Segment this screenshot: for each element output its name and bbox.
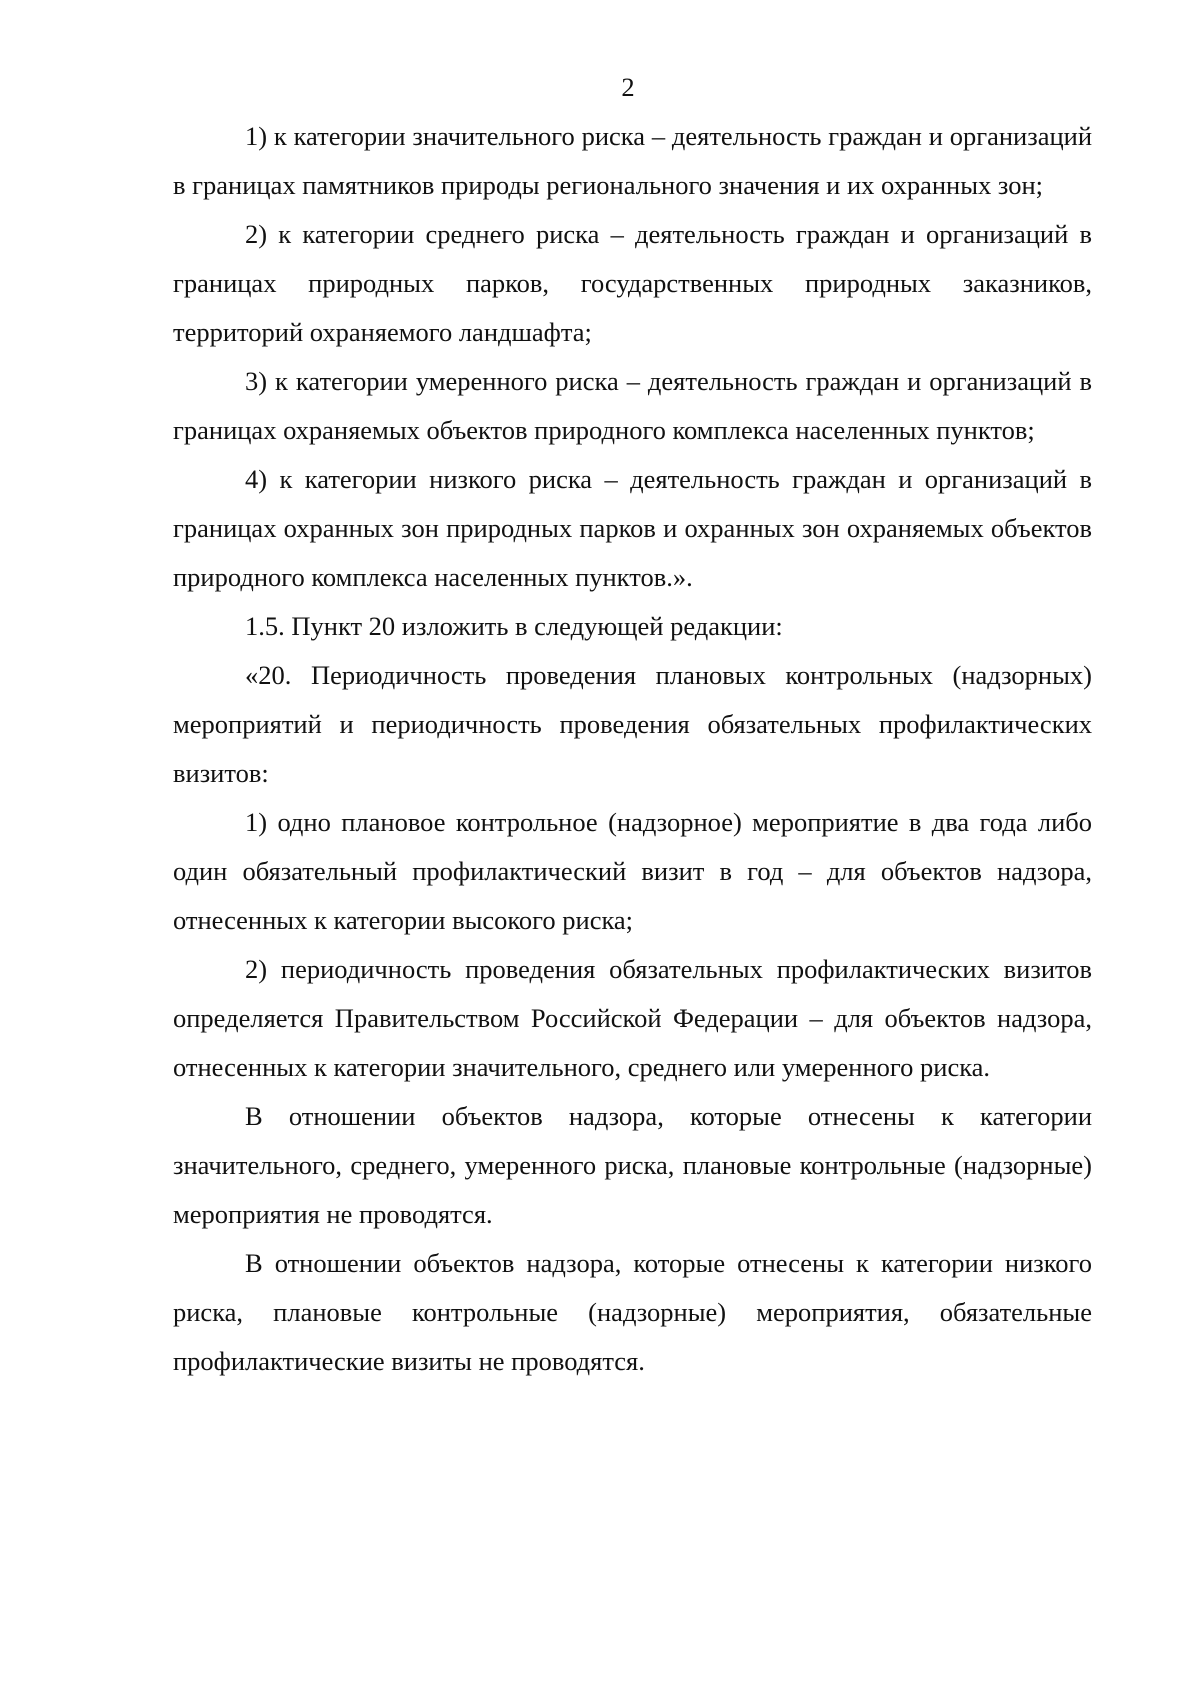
paragraph-risk-low: 4) к категории низкого риска – деятельность граждан и организаций в границах охранных зон природных парков и охранных зон охраняемых объектов природного комплекса населенных пунктов.».: [173, 464, 1092, 592]
paragraph-risk-significant: 1) к категории значительного риска – деятельность граждан и организаций в границах памятников природы регионального значения и их охранных зон;: [173, 121, 1092, 200]
paragraph-risk-moderate: 3) к категории умеренного риска – деятельность граждан и организаций в границах охраняемых объектов природного комплекса населенных пунктов;: [173, 366, 1092, 445]
paragraph-item-20-intro: «20. Периодичность проведения плановых контрольных (надзорных) мероприятий и периодичность проведения обязательных профилактических визитов:: [173, 660, 1092, 788]
paragraph-item-1-5: 1.5. Пункт 20 изложить в следующей редакции:: [245, 611, 783, 641]
document-body: [173, 112, 1092, 1386]
paragraph-periodicity-other: 2) периодичность проведения обязательных профилактических визитов определяется Правительством Российской Федерации – для объектов надзора, отнесенных к категории значительного, среднего или умеренного риска.: [173, 954, 1092, 1082]
paragraph-periodicity-high: 1) одно плановое контрольное (надзорное) мероприятие в два года либо один обязательный профилактический визит в год – для объектов надзора, отнесенных к категории высокого риска;: [173, 807, 1092, 935]
page-number: 2: [621, 72, 635, 102]
paragraph-low-risk-exemption: В отношении объектов надзора, которые отнесены к категории низкого риска, плановые контрольные (надзорные) мероприятия, обязательные профилактические визиты не проводятся.: [173, 1248, 1092, 1376]
paragraph-risk-medium: 2) к категории среднего риска – деятельность граждан и организаций в границах природных парков, государственных природных заказников, территорий охраняемого ландшафта;: [173, 219, 1092, 347]
paragraph-no-planned-events: В отношении объектов надзора, которые отнесены к категории значительного, среднего, умеренного риска, плановые контрольные (надзорные) мероприятия не проводятся.: [173, 1101, 1092, 1229]
